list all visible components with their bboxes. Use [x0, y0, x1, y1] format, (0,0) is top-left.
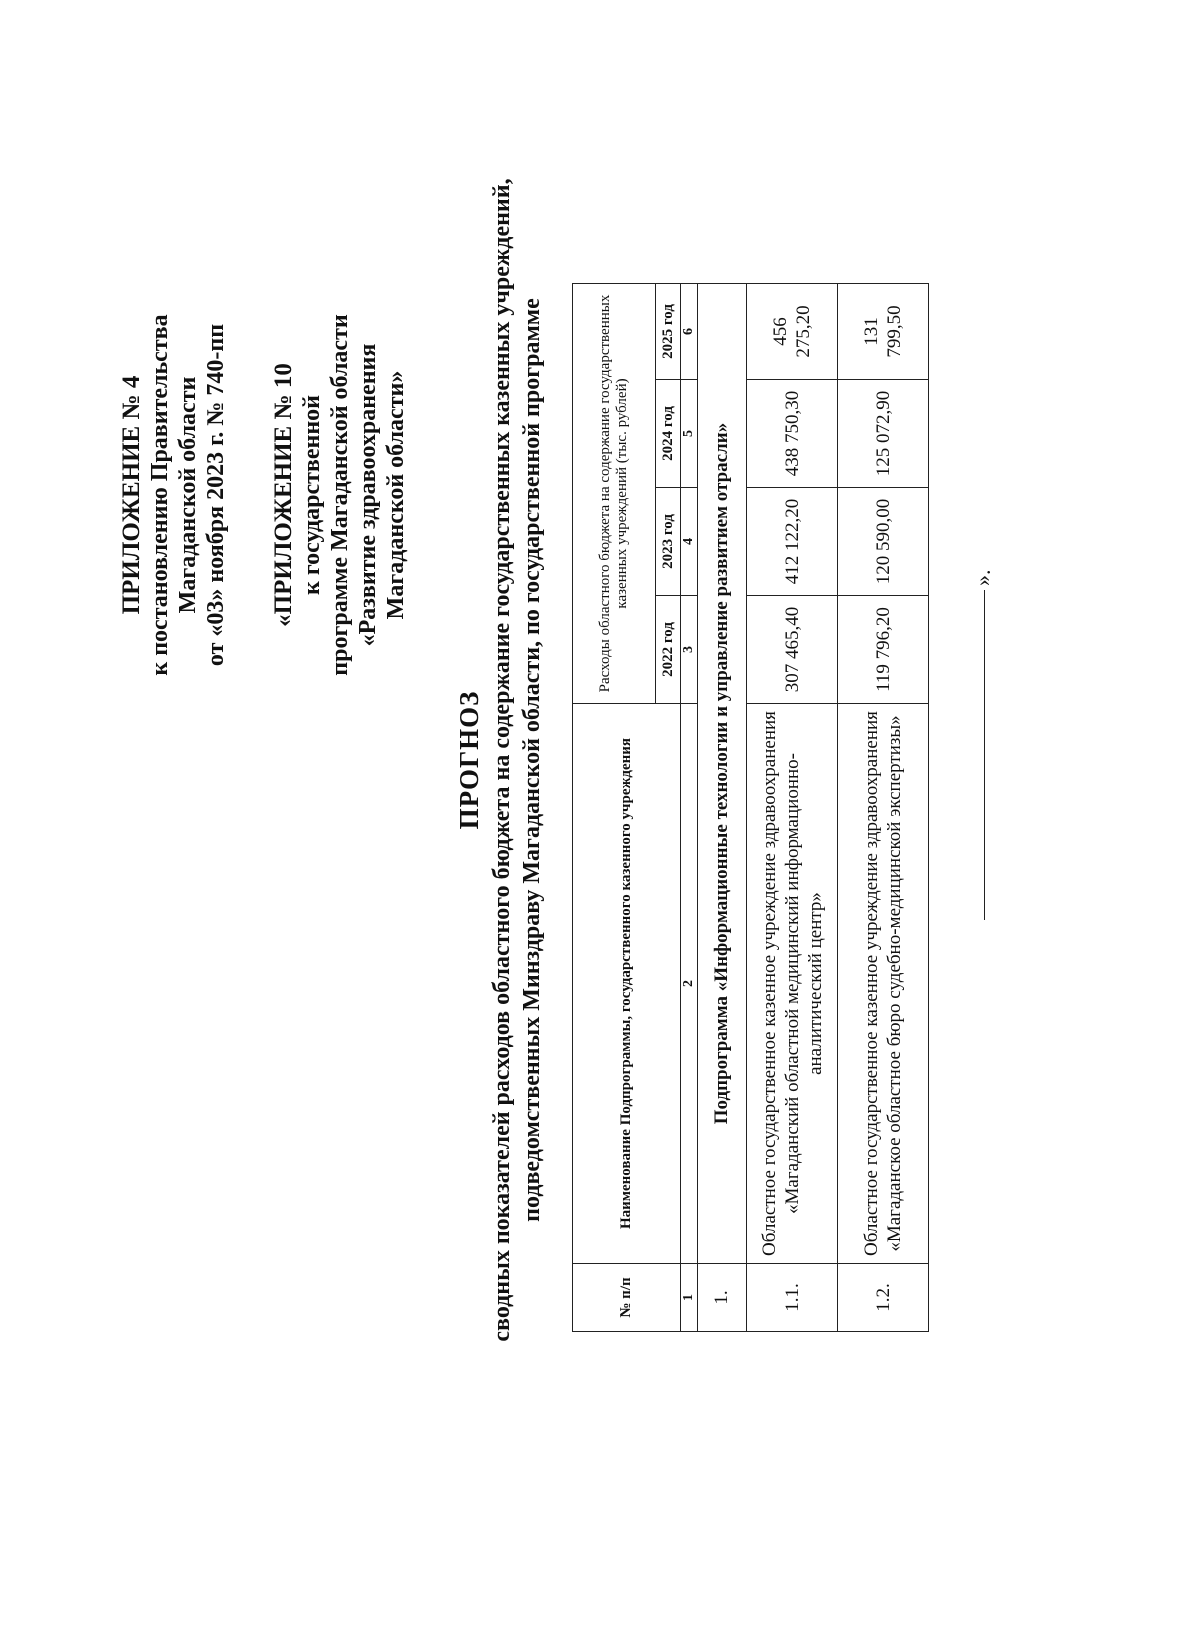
column-number: 4 [681, 488, 698, 596]
row-name: Областное государственное казенное учреждение здравоохранения «Магаданское областное бюро судебно-медицинской экспертизы» [838, 704, 929, 1264]
header-expenses: Расходы областного бюджета на содержание государственных казенных учреждений (тыс. рублей) [573, 284, 656, 704]
row-value-2023: 120 590,00 [838, 488, 929, 596]
column-number: 1 [681, 1264, 698, 1332]
header-name: Наименование Подпрограммы, государственного казенного учреждения [573, 704, 681, 1264]
header-num: № п/п [573, 1264, 681, 1332]
column-number: 5 [681, 380, 698, 488]
document-subtitle-line-2: подведомственных Минздраву Магаданской области, по государственной программе [519, 298, 545, 1222]
closing-quote: ». [970, 569, 995, 586]
appendix-program-line: «Развитие здравоохранения [355, 343, 381, 647]
appendix-main-line: к постановлению Правительства [147, 314, 173, 676]
appendix-main-block [118, 285, 230, 705]
row-value-2024: 125 072,90 [838, 380, 929, 488]
header-year: 2024 год [656, 380, 681, 488]
document-title-block [454, 70, 547, 1450]
column-number: 2 [681, 704, 698, 1264]
appendix-program-line: программе Магаданской области [327, 314, 353, 676]
subprogram-num: 1. [698, 1264, 747, 1332]
row-num: 1.2. [838, 1264, 929, 1332]
table-row [747, 284, 838, 1332]
document-title: ПРОГНОЗ [454, 690, 484, 830]
header-year: 2023 год [656, 488, 681, 596]
header-year: 2025 год [656, 284, 681, 380]
appendix-main-line: от «03» ноября 2023 г. № 740-пп [203, 323, 229, 667]
column-number: 3 [681, 596, 698, 704]
table-row [838, 284, 929, 1332]
column-number: 6 [681, 284, 698, 380]
appendix-main-line: Магаданской области [175, 376, 201, 614]
closing-rule [984, 590, 985, 920]
document-subtitle-line-1: сводных показателей расходов областного бюджета на содержание государственных казенных учреждений, [489, 178, 515, 1342]
column-number-row [681, 284, 698, 1332]
appendix-program-block [270, 285, 410, 705]
row-value-2025: 456 275,20 [747, 284, 838, 380]
row-name: Областное государственное казенное учреждение здравоохранения «Магаданский областной медицинский информационно-аналитический центр» [747, 704, 838, 1264]
row-value-2022: 119 796,20 [838, 596, 929, 704]
subprogram-title: Подпрограмма «Информационные технологии и управление развитием отрасли» [698, 284, 747, 1264]
appendix-main-heading: ПРИЛОЖЕНИЕ № 4 [118, 375, 145, 615]
forecast-table [572, 283, 929, 1332]
closing-mark [970, 570, 996, 921]
appendix-program-line: к государственной [299, 395, 325, 595]
header-year: 2022 год [656, 596, 681, 704]
row-num: 1.1. [747, 1264, 838, 1332]
row-value-2024: 438 750,30 [747, 380, 838, 488]
row-value-2022: 307 465,40 [747, 596, 838, 704]
table-header-row [573, 284, 656, 1332]
row-value-2023: 412 122,20 [747, 488, 838, 596]
row-value-2025: 131 799,50 [838, 284, 929, 380]
rotated-page [100, 70, 1100, 1450]
subprogram-row [698, 284, 747, 1332]
appendix-program-heading: «ПРИЛОЖЕНИЕ № 10 [270, 363, 297, 627]
appendix-program-line: Магаданской области» [383, 370, 409, 620]
